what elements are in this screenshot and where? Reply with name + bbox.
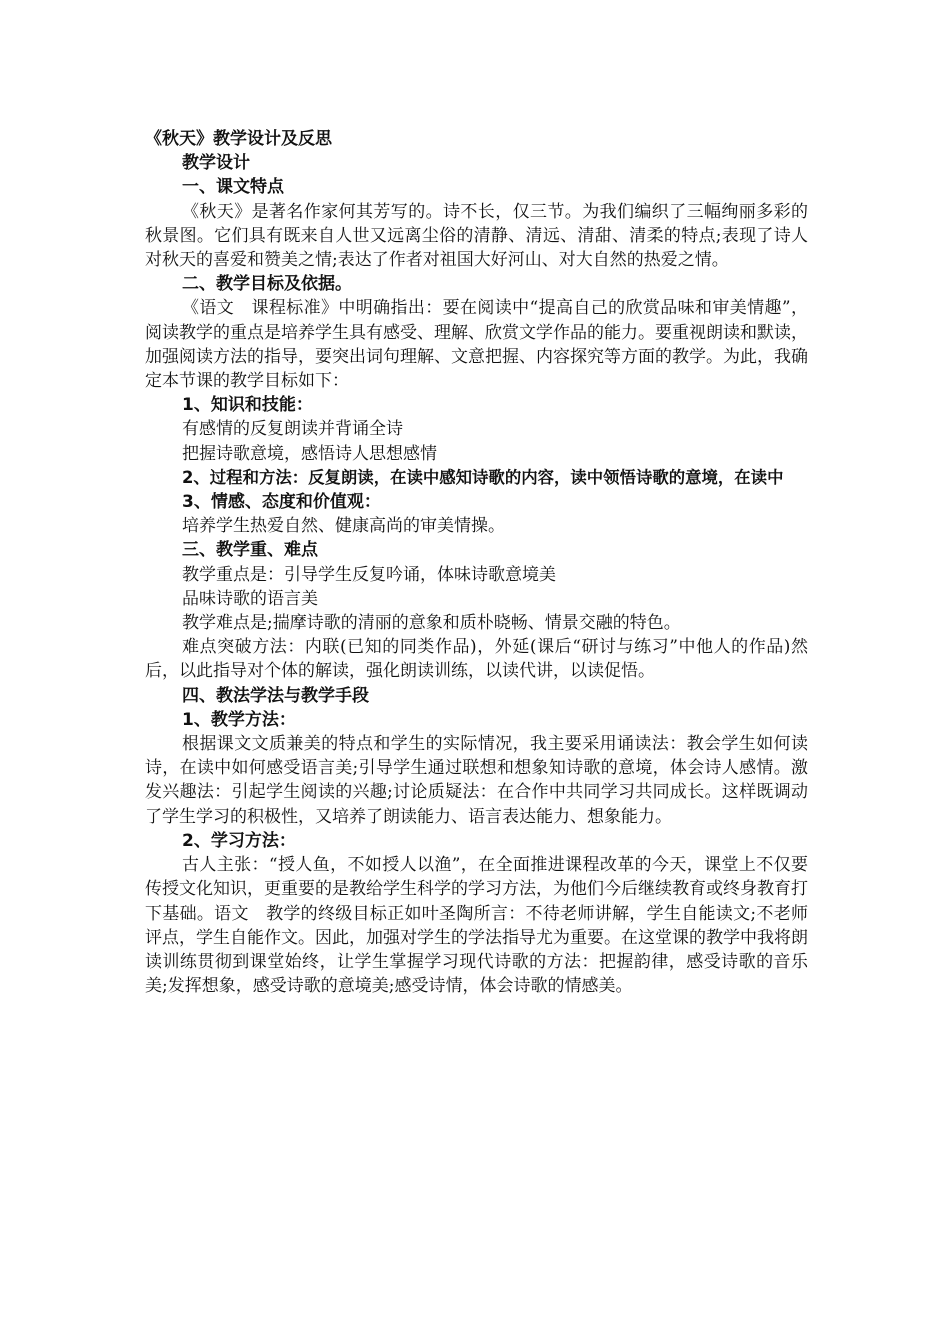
heading-knowledge-skills: 1、知识和技能： (182, 395, 313, 416)
document-title: 《秋天》教学设计及反思 (145, 129, 332, 149)
paragraph-difficulty-method: 难点突破方法：内联(已知的同类作品)，外延(课后“研讨与练习”中他人的作品)然后，以此指导对个体的解读，强化朗读训练，以读代讲，以读促悟。 (145, 637, 808, 682)
paragraph-learning-method: 古人主张：“授人鱼，不如授人以渔”，在全面推进课程改革的今天，课堂上不仅要传授文化知识，更重要的是教给学生科学的学习方法，为他们今后继续教育或终身教育打下基础。语文 教学的终级目标正如叶圣陶所言：不待老师讲解，学生自能读文;不老师评点，学生自能作文。因此，加强对学生的学法指导尤为重要。在这堂课的教学中我将朗读训练贯彻到课堂始终，让学生掌握学习现代诗歌的方法：把握韵律，感受诗歌的音乐美;发挥想象，感受诗歌的意境美;感受诗情，体会诗歌的情感美。 (145, 855, 808, 997)
heading-key-points: 三、教学重、难点 (182, 540, 318, 561)
heading-emotion-values: 3、情感、态度和价值观： (182, 492, 381, 513)
section-heading-design: 教学设计 (182, 153, 250, 174)
heading-learning-method: 2、学习方法： (182, 830, 296, 851)
paragraph-teaching-goals: 《语文 课程标准》中明确指出：要在阅读中“提高自己的欣赏品味和审美情趣”，阅读教学的重点是培养学生具有感受、理解、欣赏文学作品的能力。要重视朗读和默读，加强阅读方法的指导，要突出词句理解、文意把握、内容探究等方面的教学。为此，我确定本节课的教学目标如下： (145, 298, 808, 392)
heading-teaching-goals: 二、教学目标及依据。 (182, 274, 352, 295)
key-point-line-3: 教学难点是;揣摩诗歌的清丽的意象和质朴晓畅、情景交融的特色。 (182, 613, 681, 634)
heading-teaching-method: 1、教学方法： (182, 709, 296, 730)
key-point-line-1: 教学重点是：引导学生反复吟诵，体味诗歌意境美 (182, 564, 556, 585)
goal-item-mood: 把握诗歌意境，感悟诗人思想感情 (182, 443, 437, 464)
goal-item-reading: 有感情的反复朗读并背诵全诗 (182, 419, 403, 440)
paragraph-teaching-method: 根据课文文质兼美的特点和学生的实际情况，我主要采用诵读法：教会学生如何读诗，在读中如何感受语言美;引导学生通过联想和想象知诗歌的意境，体会诗人感情。激发兴趣法：引起学生阅读的兴趣;讨论质疑法：在合作中共同学习共同成长。这样既调动了学生学习的积极性，又培养了朗读能力、语言表达能力、想象能力。 (145, 734, 808, 827)
key-point-line-2: 品味诗歌的语言美 (182, 588, 318, 609)
goal-item-aesthetics: 培养学生热爱自然、健康高尚的审美情操。 (182, 516, 505, 537)
heading-methods-means: 四、教法学法与教学手段 (182, 685, 369, 706)
document-page (145, 127, 813, 998)
paragraph-text-features: 《秋天》是著名作家何其芳写的。诗不长，仅三节。为我们编织了三幅绚丽多彩的秋景图。它们具有既来自人世又远离尘俗的清静、清远、清甜、清柔的特点;表现了诗人对秋天的喜爱和赞美之情;表达了作者对祖国大好河山、对大自然的热爱之情。 (145, 201, 808, 271)
heading-process-method: 2、过程和方法：反复朗读，在读中感知诗歌的内容，读中领悟诗歌的意境，在读中 (182, 467, 784, 487)
heading-text-features: 一、课文特点 (182, 177, 284, 198)
